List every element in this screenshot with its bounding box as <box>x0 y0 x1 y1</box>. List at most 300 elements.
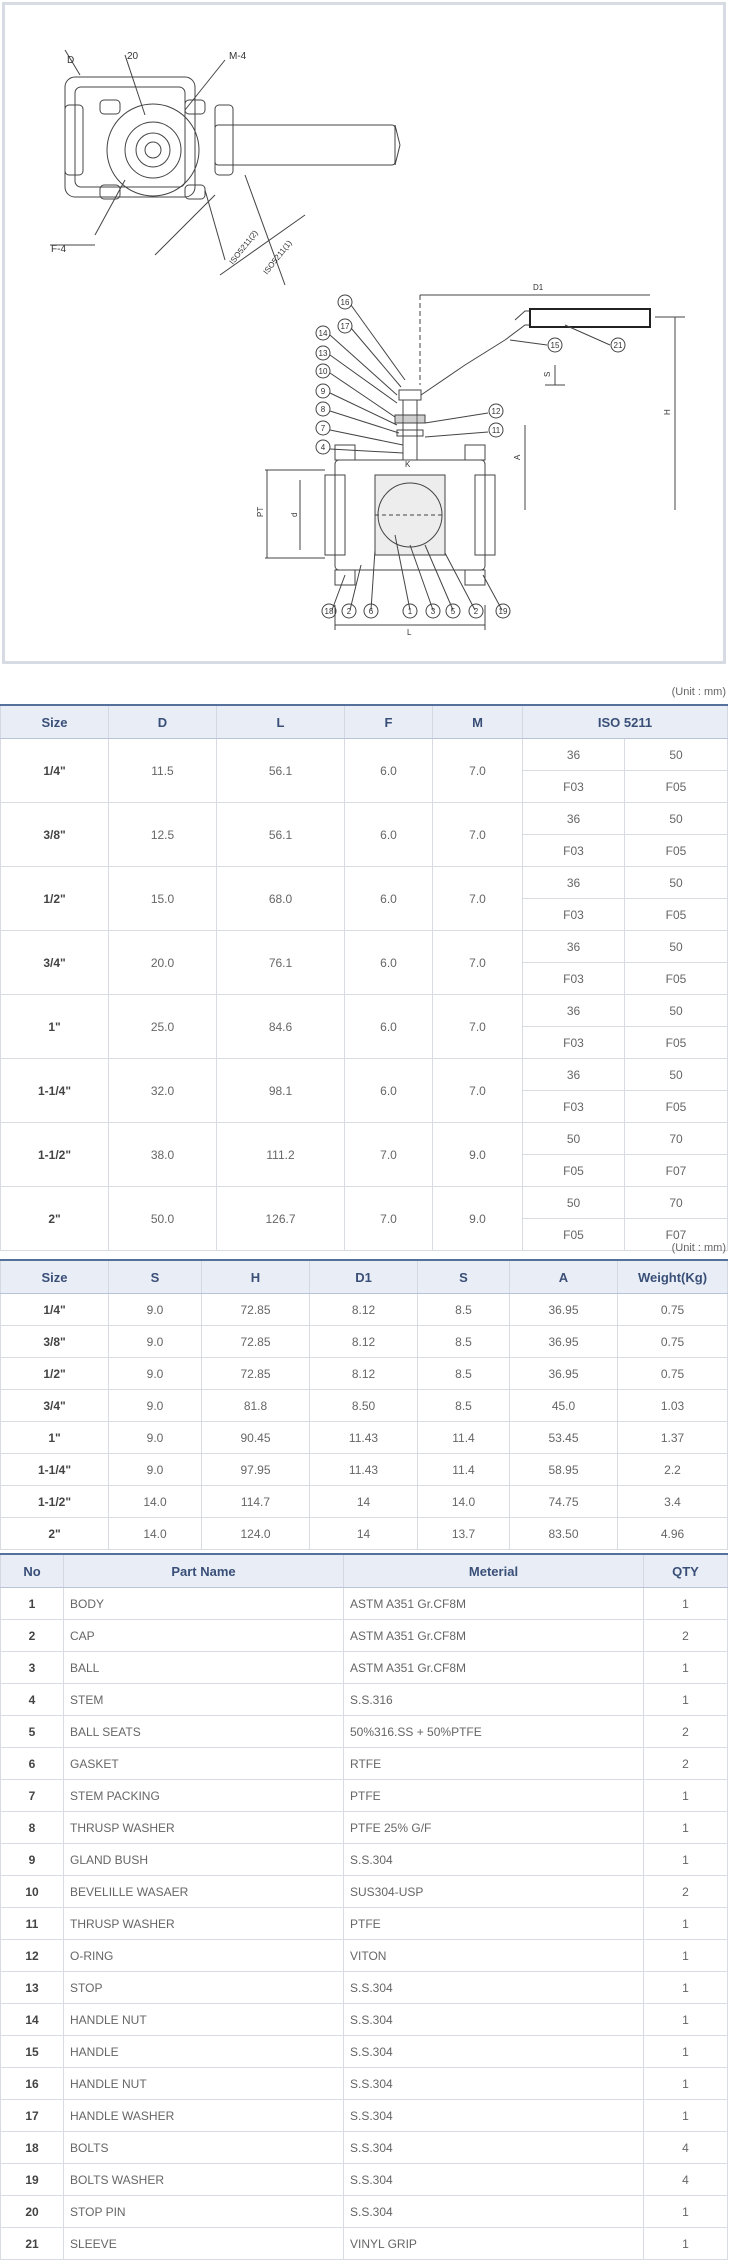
table-row <box>1 1652 728 1684</box>
cell-s: 9.0 <box>109 1422 202 1454</box>
table-header-row <box>1 1260 728 1294</box>
table-row <box>1 1908 728 1940</box>
cell-l: 98.1 <box>217 1059 345 1123</box>
cell-part-name: BOLTS <box>64 2132 344 2164</box>
cell-no: 5 <box>1 1716 64 1748</box>
cell-m: 9.0 <box>433 1123 523 1187</box>
svg-text:11: 11 <box>491 426 501 435</box>
cell-part-name: STEM <box>64 1684 344 1716</box>
cell-qty: 1 <box>644 1908 728 1940</box>
cell-part-name: HANDLE NUT <box>64 2068 344 2100</box>
cell-no: 9 <box>1 1844 64 1876</box>
cell-d: 11.5 <box>109 739 217 803</box>
cell-s2: 11.4 <box>418 1454 510 1486</box>
dim-iso2-label: ISO5211(2) <box>227 228 260 267</box>
cell-no: 16 <box>1 2068 64 2100</box>
cell-part-name: STEM PACKING <box>64 1780 344 1812</box>
cell-s: 9.0 <box>109 1358 202 1390</box>
cell-size: 1/4" <box>1 1294 109 1326</box>
top-view <box>50 50 400 285</box>
cell-iso-flange: F05 <box>523 1219 625 1251</box>
svg-text:4: 4 <box>320 443 326 452</box>
cell-l: 56.1 <box>217 739 345 803</box>
cell-material: S.S.304 <box>344 2004 644 2036</box>
cell-d: 32.0 <box>109 1059 217 1123</box>
cell-m: 7.0 <box>433 803 523 867</box>
cell-iso-flange: F05 <box>625 899 728 931</box>
cell-a: 36.95 <box>510 1358 618 1390</box>
table-row <box>1 1326 728 1358</box>
table-header-row <box>1 1554 728 1588</box>
cell-iso-flange: F03 <box>523 963 625 995</box>
cell-material: SUS304-USP <box>344 1876 644 1908</box>
cell-h: 97.95 <box>202 1454 310 1486</box>
cell-d: 50.0 <box>109 1187 217 1251</box>
cell-s2: 14.0 <box>418 1486 510 1518</box>
table-row <box>1 739 728 771</box>
cell-material: S.S.304 <box>344 2132 644 2164</box>
cell-no: 20 <box>1 2196 64 2228</box>
table-row <box>1 995 728 1027</box>
cell-size: 2" <box>1 1518 109 1550</box>
cell-qty: 1 <box>644 1652 728 1684</box>
cell-h: 72.85 <box>202 1326 310 1358</box>
cell-no: 14 <box>1 2004 64 2036</box>
cell-no: 8 <box>1 1812 64 1844</box>
cell-iso: 50 <box>625 931 728 963</box>
cell-size: 3/4" <box>1 931 109 995</box>
cell-weight: 0.75 <box>618 1358 728 1390</box>
cell-qty: 1 <box>644 1812 728 1844</box>
cell-material: S.S.316 <box>344 1684 644 1716</box>
table-row <box>1 1972 728 2004</box>
cell-weight: 3.4 <box>618 1486 728 1518</box>
svg-text:19: 19 <box>498 607 508 616</box>
cell-part-name: CAP <box>64 1620 344 1652</box>
cell-s: 9.0 <box>109 1294 202 1326</box>
cell-material: PTFE 25% G/F <box>344 1812 644 1844</box>
table-row <box>1 1812 728 1844</box>
cell-part-name: STOP PIN <box>64 2196 344 2228</box>
cell-f: 6.0 <box>345 739 433 803</box>
svg-text:1: 1 <box>407 607 413 616</box>
cell-material: S.S.304 <box>344 2036 644 2068</box>
cell-d1: 11.43 <box>310 1422 418 1454</box>
cell-part-name: GASKET <box>64 1748 344 1780</box>
svg-text:13: 13 <box>318 349 328 358</box>
cell-no: 15 <box>1 2036 64 2068</box>
table-row <box>1 1780 728 1812</box>
cell-m: 7.0 <box>433 739 523 803</box>
cell-a: 36.95 <box>510 1326 618 1358</box>
cell-d1: 8.12 <box>310 1326 418 1358</box>
cell-part-name: BOLTS WASHER <box>64 2164 344 2196</box>
cell-qty: 2 <box>644 1748 728 1780</box>
svg-text:2: 2 <box>473 607 479 616</box>
cell-material: ASTM A351 Gr.CF8M <box>344 1588 644 1620</box>
cell-no: 7 <box>1 1780 64 1812</box>
parts-table <box>0 1553 728 2260</box>
table-row <box>1 867 728 899</box>
cell-part-name: HANDLE WASHER <box>64 2100 344 2132</box>
cell-h: 114.7 <box>202 1486 310 1518</box>
cell-part-name: GLAND BUSH <box>64 1844 344 1876</box>
cell-a: 36.95 <box>510 1294 618 1326</box>
cell-a: 53.45 <box>510 1422 618 1454</box>
cell-iso: 50 <box>625 867 728 899</box>
cell-s2: 8.5 <box>418 1294 510 1326</box>
cell-material: 50%316.SS + 50%PTFE <box>344 1716 644 1748</box>
valve-drawing-svg <box>5 5 723 661</box>
table-row <box>1 1518 728 1550</box>
cell-size: 3/4" <box>1 1390 109 1422</box>
cell-size: 3/8" <box>1 803 109 867</box>
cell-qty: 1 <box>644 1780 728 1812</box>
cell-s2: 8.5 <box>418 1390 510 1422</box>
cell-d: 20.0 <box>109 931 217 995</box>
cell-no: 10 <box>1 1876 64 1908</box>
table-row <box>1 2164 728 2196</box>
cell-h: 72.85 <box>202 1358 310 1390</box>
callout-20: 20 <box>127 51 139 62</box>
table-row <box>1 1422 728 1454</box>
table-row <box>1 1620 728 1652</box>
cell-s: 14.0 <box>109 1486 202 1518</box>
cell-qty: 2 <box>644 1716 728 1748</box>
cell-m: 7.0 <box>433 867 523 931</box>
svg-text:12: 12 <box>491 407 501 416</box>
cell-l: 76.1 <box>217 931 345 995</box>
cell-qty: 1 <box>644 1588 728 1620</box>
table-row <box>1 931 728 963</box>
cell-qty: 1 <box>644 2004 728 2036</box>
cell-material: PTFE <box>344 1908 644 1940</box>
svg-text:10: 10 <box>318 367 328 376</box>
col-header-size: Size <box>1 705 109 739</box>
cell-f: 6.0 <box>345 995 433 1059</box>
table-row <box>1 2196 728 2228</box>
cell-m: 9.0 <box>433 1187 523 1251</box>
cell-part-name: THRUSP WASHER <box>64 1908 344 1940</box>
cell-size: 1-1/4" <box>1 1059 109 1123</box>
cell-l: 126.7 <box>217 1187 345 1251</box>
cell-material: ASTM A351 Gr.CF8M <box>344 1652 644 1684</box>
cell-iso-flange: F03 <box>523 835 625 867</box>
cell-d1: 14 <box>310 1486 418 1518</box>
cell-no: 11 <box>1 1908 64 1940</box>
cell-d: 25.0 <box>109 995 217 1059</box>
svg-text:3: 3 <box>430 607 436 616</box>
cell-l: 68.0 <box>217 867 345 931</box>
cell-no: 6 <box>1 1748 64 1780</box>
cell-qty: 4 <box>644 2132 728 2164</box>
cell-iso: 50 <box>523 1123 625 1155</box>
cell-f: 6.0 <box>345 931 433 995</box>
col-header-s: S <box>109 1260 202 1294</box>
cell-m: 7.0 <box>433 995 523 1059</box>
col-header-qty: QTY <box>644 1554 728 1588</box>
col-header-weight: Weight(Kg) <box>618 1260 728 1294</box>
cell-iso: 50 <box>625 803 728 835</box>
cell-iso-flange: F03 <box>523 1091 625 1123</box>
table-header-row <box>1 705 728 739</box>
cell-a: 58.95 <box>510 1454 618 1486</box>
cell-m: 7.0 <box>433 1059 523 1123</box>
cell-size: 1/2" <box>1 1358 109 1390</box>
col-header-iso: ISO 5211 <box>523 705 728 739</box>
table-row <box>1 2004 728 2036</box>
cell-qty: 1 <box>644 1972 728 2004</box>
cell-f: 6.0 <box>345 803 433 867</box>
cell-iso-flange: F03 <box>523 899 625 931</box>
cell-qty: 1 <box>644 1940 728 1972</box>
cell-s2: 8.5 <box>418 1326 510 1358</box>
table-row <box>1 1940 728 1972</box>
col-header-size: Size <box>1 1260 109 1294</box>
cell-d: 15.0 <box>109 867 217 931</box>
cell-qty: 2 <box>644 1876 728 1908</box>
cell-no: 18 <box>1 2132 64 2164</box>
cell-iso-flange: F07 <box>625 1155 728 1187</box>
cell-no: 13 <box>1 1972 64 2004</box>
cell-part-name: HANDLE NUT <box>64 2004 344 2036</box>
dimension-table-2 <box>0 1259 728 1550</box>
cell-iso: 36 <box>523 995 625 1027</box>
cell-d1: 8.50 <box>310 1390 418 1422</box>
cell-size: 1" <box>1 1422 109 1454</box>
col-header-d1: D1 <box>310 1260 418 1294</box>
cell-material: S.S.304 <box>344 1844 644 1876</box>
svg-text:2: 2 <box>346 607 352 616</box>
cell-weight: 0.75 <box>618 1326 728 1358</box>
cell-f: 7.0 <box>345 1123 433 1187</box>
cell-s: 9.0 <box>109 1454 202 1486</box>
table-row <box>1 1748 728 1780</box>
cell-d1: 14 <box>310 1518 418 1550</box>
cell-iso: 70 <box>625 1187 728 1219</box>
cell-material: S.S.304 <box>344 2196 644 2228</box>
unit-note-1: (Unit : mm) <box>671 686 726 698</box>
cell-s2: 11.4 <box>418 1422 510 1454</box>
table-row <box>1 1876 728 1908</box>
table-row <box>1 2100 728 2132</box>
cell-part-name: BALL <box>64 1652 344 1684</box>
svg-text:21: 21 <box>613 341 623 350</box>
cell-part-name: O-RING <box>64 1940 344 1972</box>
cell-d: 12.5 <box>109 803 217 867</box>
cell-no: 3 <box>1 1652 64 1684</box>
table-row <box>1 803 728 835</box>
svg-text:17: 17 <box>340 322 350 331</box>
cell-iso: 70 <box>625 1123 728 1155</box>
cell-qty: 1 <box>644 1844 728 1876</box>
cell-iso: 36 <box>523 739 625 771</box>
col-header-material: Meterial <box>344 1554 644 1588</box>
cell-d1: 11.43 <box>310 1454 418 1486</box>
cell-d: 38.0 <box>109 1123 217 1187</box>
cell-no: 19 <box>1 2164 64 2196</box>
svg-text:16: 16 <box>340 298 350 307</box>
cell-h: 72.85 <box>202 1294 310 1326</box>
dim-l-label: L <box>407 628 412 637</box>
table-row <box>1 1294 728 1326</box>
cell-qty: 4 <box>644 2164 728 2196</box>
cell-size: 1/2" <box>1 867 109 931</box>
cell-iso-flange: F05 <box>625 835 728 867</box>
dim-d1-label: D1 <box>533 283 544 292</box>
cell-part-name: THRUSP WASHER <box>64 1812 344 1844</box>
svg-text:14: 14 <box>318 329 328 338</box>
col-header-l: L <box>217 705 345 739</box>
cell-material: PTFE <box>344 1780 644 1812</box>
cell-material: VITON <box>344 1940 644 1972</box>
table-row <box>1 1454 728 1486</box>
cell-qty: 1 <box>644 1684 728 1716</box>
cell-a: 83.50 <box>510 1518 618 1550</box>
dim-s-label: S <box>543 371 552 377</box>
cell-iso: 50 <box>625 739 728 771</box>
svg-text:7: 7 <box>320 424 326 433</box>
cell-f: 6.0 <box>345 1059 433 1123</box>
technical-drawing <box>2 2 726 664</box>
col-header-h: H <box>202 1260 310 1294</box>
cell-s: 9.0 <box>109 1326 202 1358</box>
col-header-f: F <box>345 705 433 739</box>
cell-m: 7.0 <box>433 931 523 995</box>
svg-text:18: 18 <box>324 607 334 616</box>
cell-part-name: BALL SEATS <box>64 1716 344 1748</box>
cell-no: 1 <box>1 1588 64 1620</box>
cell-material: S.S.304 <box>344 2068 644 2100</box>
cell-weight: 0.75 <box>618 1294 728 1326</box>
table-row <box>1 2068 728 2100</box>
cell-qty: 1 <box>644 2036 728 2068</box>
cell-weight: 1.37 <box>618 1422 728 1454</box>
cell-a: 45.0 <box>510 1390 618 1422</box>
cell-part-name: HANDLE <box>64 2036 344 2068</box>
dim-iso1-label: ISO5211(1) <box>261 238 294 277</box>
cell-qty: 1 <box>644 2100 728 2132</box>
cell-iso-flange: F05 <box>625 771 728 803</box>
table-row <box>1 1684 728 1716</box>
table-row <box>1 1187 728 1219</box>
unit-note-2: (Unit : mm) <box>671 1242 726 1254</box>
svg-text:15: 15 <box>550 341 560 350</box>
col-header-d: D <box>109 705 217 739</box>
cell-size: 3/8" <box>1 1326 109 1358</box>
cell-no: 21 <box>1 2228 64 2260</box>
cell-s: 9.0 <box>109 1390 202 1422</box>
col-header-s2: S <box>418 1260 510 1294</box>
table-row <box>1 1390 728 1422</box>
callout-numbers <box>319 298 623 616</box>
cell-size: 1-1/2" <box>1 1123 109 1187</box>
table-row <box>1 1844 728 1876</box>
cell-weight: 1.03 <box>618 1390 728 1422</box>
svg-text:6: 6 <box>368 607 374 616</box>
cell-size: 1-1/4" <box>1 1454 109 1486</box>
cell-material: S.S.304 <box>344 2100 644 2132</box>
cell-iso: 36 <box>523 867 625 899</box>
cell-iso-flange: F03 <box>523 771 625 803</box>
cell-l: 84.6 <box>217 995 345 1059</box>
cell-iso: 50 <box>625 1059 728 1091</box>
svg-text:5: 5 <box>450 607 456 616</box>
cell-iso: 36 <box>523 931 625 963</box>
cell-material: RTFE <box>344 1748 644 1780</box>
cell-s2: 8.5 <box>418 1358 510 1390</box>
cell-part-name: BODY <box>64 1588 344 1620</box>
cell-size: 1-1/2" <box>1 1486 109 1518</box>
cell-no: 17 <box>1 2100 64 2132</box>
cell-iso-flange: F05 <box>625 1027 728 1059</box>
table-row <box>1 1123 728 1155</box>
cell-iso: 36 <box>523 803 625 835</box>
cell-size: 1" <box>1 995 109 1059</box>
dim-m4-label: M-4 <box>229 51 247 62</box>
svg-text:9: 9 <box>320 387 326 396</box>
table-row <box>1 1716 728 1748</box>
cell-s: 14.0 <box>109 1518 202 1550</box>
dim-h-label: H <box>663 409 672 415</box>
cell-iso: 50 <box>625 995 728 1027</box>
table-row <box>1 2132 728 2164</box>
cell-iso-flange: F03 <box>523 1027 625 1059</box>
cell-part-name: STOP <box>64 1972 344 2004</box>
cell-no: 4 <box>1 1684 64 1716</box>
cell-f: 6.0 <box>345 867 433 931</box>
cell-a: 74.75 <box>510 1486 618 1518</box>
dim-d-label: D <box>67 55 75 66</box>
cell-d1: 8.12 <box>310 1294 418 1326</box>
cell-l: 111.2 <box>217 1123 345 1187</box>
cell-d1: 8.12 <box>310 1358 418 1390</box>
cell-no: 2 <box>1 1620 64 1652</box>
cell-iso-flange: F05 <box>523 1155 625 1187</box>
cell-material: S.S.304 <box>344 2164 644 2196</box>
dim-a-label: A <box>513 454 522 460</box>
dim-pt-label: PT <box>256 506 265 517</box>
cell-qty: 2 <box>644 1620 728 1652</box>
table-row <box>1 1588 728 1620</box>
cell-part-name: SLEEVE <box>64 2228 344 2260</box>
cell-h: 90.45 <box>202 1422 310 1454</box>
cell-iso-flange: F07 <box>625 1219 728 1251</box>
table-row <box>1 2036 728 2068</box>
cell-no: 12 <box>1 1940 64 1972</box>
cell-f: 7.0 <box>345 1187 433 1251</box>
dim-f4-label: F-4 <box>51 244 66 255</box>
table-row <box>1 1486 728 1518</box>
cell-h: 124.0 <box>202 1518 310 1550</box>
cell-material: S.S.304 <box>344 1972 644 2004</box>
cell-material: VINYL GRIP <box>344 2228 644 2260</box>
cell-l: 56.1 <box>217 803 345 867</box>
cell-s2: 13.7 <box>418 1518 510 1550</box>
dim-k-label: K <box>405 460 411 469</box>
cell-qty: 1 <box>644 2228 728 2260</box>
col-header-a: A <box>510 1260 618 1294</box>
svg-text:8: 8 <box>320 405 326 414</box>
cell-part-name: BEVELILLE WASAER <box>64 1876 344 1908</box>
cell-iso: 36 <box>523 1059 625 1091</box>
dimension-table-1 <box>0 704 728 1251</box>
cell-iso-flange: F05 <box>625 1091 728 1123</box>
dim-small-d-label: d <box>290 512 299 517</box>
col-header-no: No <box>1 1554 64 1588</box>
cell-iso-flange: F05 <box>625 963 728 995</box>
table-row <box>1 2228 728 2260</box>
